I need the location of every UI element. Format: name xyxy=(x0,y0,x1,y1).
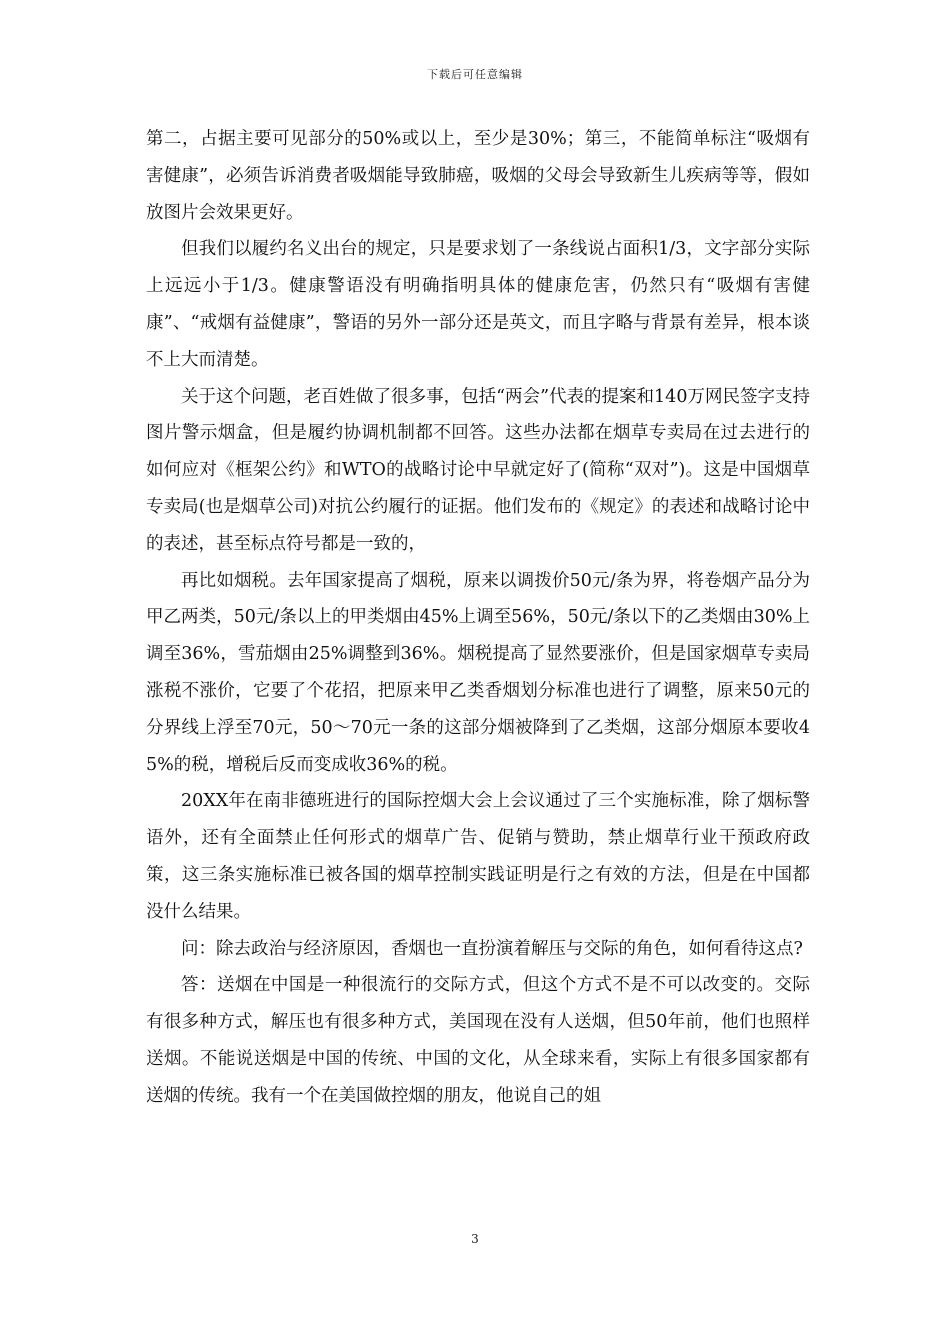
document-body xyxy=(146,121,810,1115)
paragraph-4: 再比如烟税。去年国家提高了烟税，原来以调拨价50元/条为界，将卷烟产品分为甲乙两类，50元/条以上的甲类烟由45%上调至56%，50元/条以下的乙类烟由30%上调至36%，雪茄烟由25%调整到36%。烟税提高了显然要涨价，但是国家烟草专卖局涨税不涨价，它要了个花招，把原来甲乙类香烟划分标准也进行了调整，原来50元的分界线上浮至70元，50～70元一条的这部分烟被降到了乙类烟，这部分烟原本要收45%的税，增税后反而变成收36%的税。 xyxy=(146,570,810,775)
page-header: 下载后可任意编辑 xyxy=(427,68,523,81)
paragraph-2: 但我们以履约名义出台的规定，只是要求划了一条线说占面积1/3，文字部分实际上远远小于1/3。健康警语没有明确指明具体的健康危害，仍然只有“吸烟有害健康”、“戒烟有益健康”，警语的另外一部分还是英文，而且字略与背景有差异，根本谈不上大而清楚。 xyxy=(146,239,810,370)
paragraph-6: 问：除去政治与经济原因，香烟也一直扮演着解压与交际的角色，如何看待这点? xyxy=(181,938,803,959)
paragraph-7: 答：送烟在中国是一种很流行的交际方式，但这个方式不是不可以改变的。交际有很多种方式，解压也有很多种方式，美国现在没有人送烟，但50年前，他们也照样送烟。不能说送烟是中国的传统、中国的文化，从全球来看，实际上有很多国家都有送烟的传统。我有一个在美国做控烟的朋友，他说自己的姐 xyxy=(146,975,810,1106)
paragraph-5: 20XX年在南非德班进行的国际控烟大会上会议通过了三个实施标准，除了烟标警语外，还有全面禁止任何形式的烟草广告、促销与赞助，禁止烟草行业干预政府政策，这三条实施标准已被各国的烟草控制实践证明是行之有效的方法，但是在中国都没什么结果。 xyxy=(146,791,810,922)
paragraph-3: 关于这个问题，老百姓做了很多事，包括“两会”代表的提案和140万网民签字支持图片警示烟盒，但是履约协调机制都不回答。这些办法都在烟草专卖局在过去进行的如何应对《框架公约》和WTO的战略讨论中早就定好了(简称“双对”)。这是中国烟草专卖局(也是烟草公司)对抗公约履行的证据。他们发布的《规定》的表述和战略讨论中的表述，甚至标点符号都是一致的， xyxy=(146,386,810,554)
paragraph-1: 第二，占据主要可见部分的50%或以上，至少是30%；第三，不能简单标注“吸烟有害健康”，必须告诉消费者吸烟能导致肺癌，吸烟的父母会导致新生儿疾病等等，假如放图片会效果更好。 xyxy=(146,129,810,223)
page-number: 3 xyxy=(471,1232,479,1246)
